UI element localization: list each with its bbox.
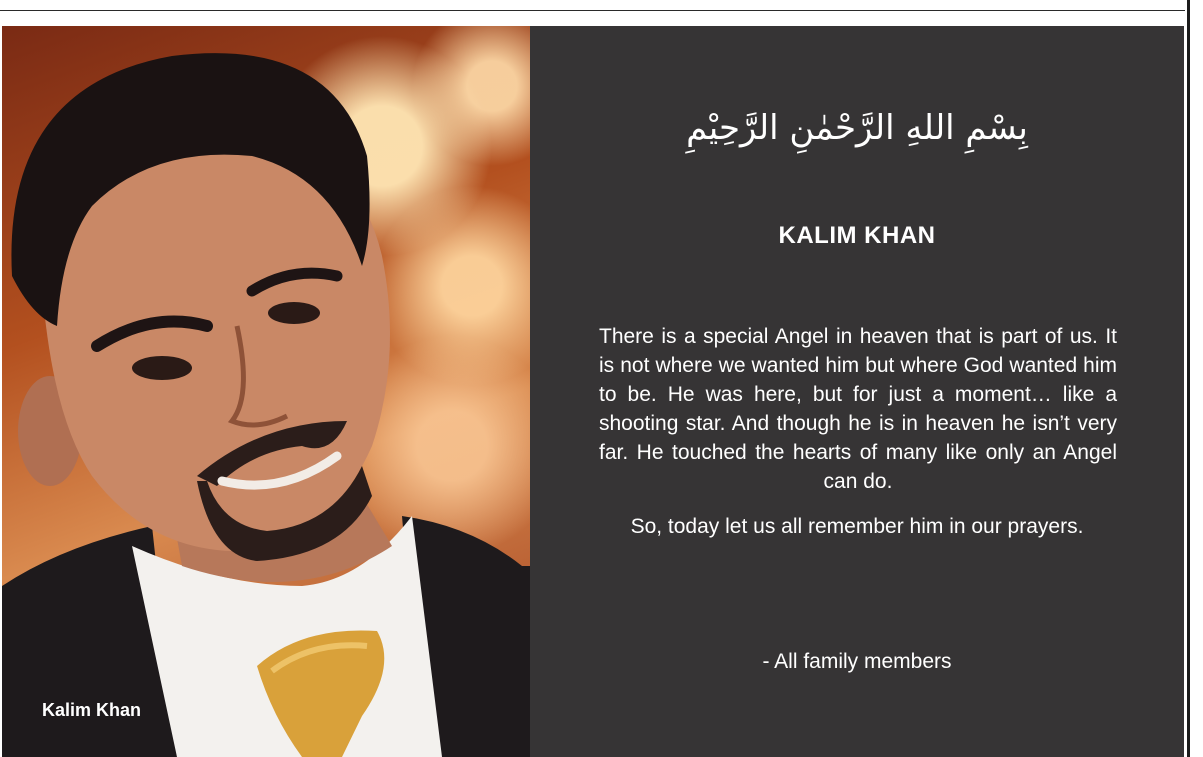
photo-caption: Kalim Khan <box>42 700 142 720</box>
portrait-illustration <box>2 26 530 757</box>
portrait-photo <box>2 26 530 757</box>
memorial-message-panel <box>530 26 1184 757</box>
page-edge <box>1187 0 1203 757</box>
memorial-name-heading: KALIM KHAN <box>778 222 936 249</box>
memorial-poem: There is a special Angel in heaven that is part of us. It is not where we wanted him but where God wanted him to be. He was here, but for just a moment… like a shooting star. And though he is in heaven he isn’t very far. He touched the hearts of many like only an Angel can do. <box>599 325 1117 493</box>
family-signature: - All family members <box>762 650 952 673</box>
top-divider <box>0 10 1185 11</box>
bismillah-calligraphy: بِسْمِ اللهِ الرَّحْمٰنِ الرَّحِيْمِ <box>686 108 1028 148</box>
prayer-line: So, today let us all remember him in our prayers. <box>630 515 1084 538</box>
